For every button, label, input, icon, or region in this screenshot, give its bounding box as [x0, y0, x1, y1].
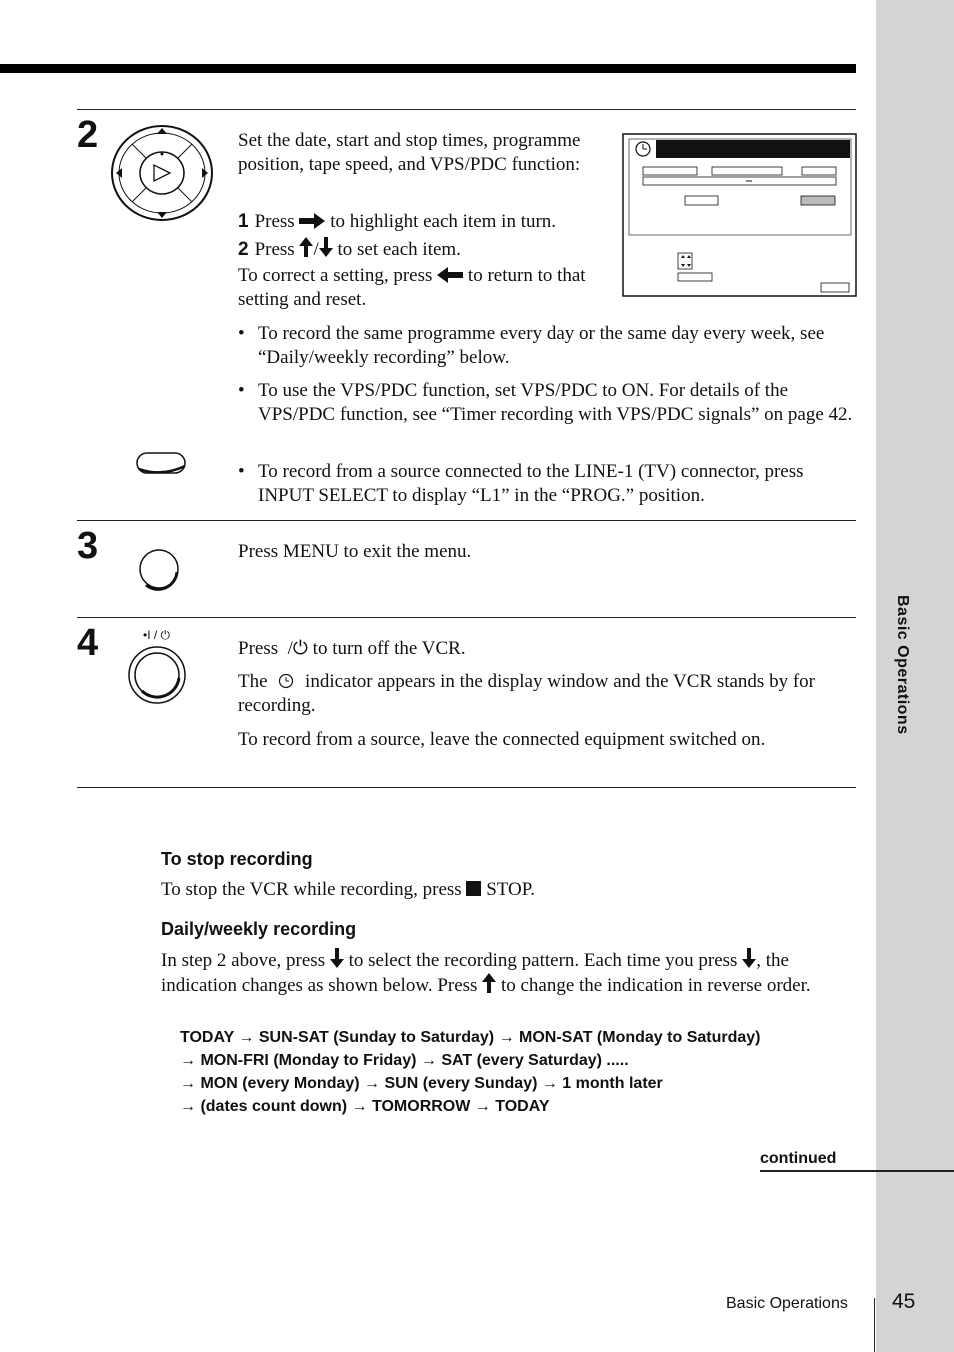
divider [77, 787, 856, 788]
sub-number: 1 [238, 211, 249, 232]
continued-label: continued [760, 1150, 837, 1167]
divider [77, 617, 856, 618]
step2-bullet: • To record the same programme every day or the same day every week, see “Daily/weekly recording” below. [238, 323, 825, 368]
bullet-text: To use the VPS/PDC function, set VPS/PDC to ON. For details of the VPS/PDC function, see “Timer recording with VPS/PDC signals” on page 42. [258, 380, 853, 425]
continued-rule [760, 1170, 954, 1172]
cursor-pad-icon [110, 124, 214, 224]
step2-sub1 [238, 210, 618, 234]
footer-separator [874, 1298, 875, 1352]
step-number: 4 [77, 622, 99, 664]
step4-line2 [238, 670, 838, 718]
sequence-line: → MON-FRI (Monday to Friday) → SAT (every Saturday) ..... [180, 1052, 629, 1069]
step2-correct [238, 264, 618, 312]
side-tab [876, 0, 954, 1352]
stop-text [161, 878, 851, 902]
bullet-text: To record from a source connected to the LINE-1 (TV) connector, press INPUT SELECT to display “L1” in the “PROG.” position. [258, 461, 804, 506]
page-number: 45 [892, 1290, 916, 1313]
daily-p-b: to select the recording pattern. Each time you press [348, 950, 738, 971]
power-button-icon [128, 646, 188, 706]
step3-text: Press MENU to exit the menu. [238, 541, 472, 562]
daily-paragraph [161, 948, 851, 998]
daily-p-c: , the indication changes as shown below. Press [161, 950, 789, 996]
sequence-line: → (dates count down) → TOMORROW → TODAY [180, 1098, 550, 1115]
sub2-rest: to set each item. [337, 239, 461, 260]
daily-p-a: In step 2 above, press [161, 950, 326, 971]
step4-line3: To record from a source, leave the connected equipment switched on. [238, 729, 766, 750]
step2-bullet: • To record from a source connected to the LINE-1 (TV) connector, press INPUT SELECT to display “L1” in the “PROG.” position. [238, 461, 804, 506]
daily-heading: Daily/weekly recording [161, 919, 357, 939]
stop-text-a: To stop the VCR while recording, press [161, 879, 462, 900]
sequence-line: TODAY → SUN-SAT (Sunday to Saturday) → MON-SAT (Monday to Saturday) [180, 1029, 761, 1046]
step2-intro: Set the date, start and stop times, programme position, tape speed, and VPS/PDC function: [238, 130, 581, 175]
sub-number: 2 [238, 239, 249, 260]
top-bar [0, 64, 856, 73]
arrow-left-icon [437, 267, 463, 283]
line2-a: The [238, 671, 268, 692]
power-button-label: •I / ⏻ [143, 628, 171, 642]
arrow-down-icon [319, 237, 333, 257]
menu-button-icon [138, 548, 182, 594]
bullet-text: To record the same programme every day or the same day every week, see “Daily/weekly recording” below. [258, 323, 825, 368]
footer-section: Basic Operations [726, 1295, 848, 1312]
divider [77, 520, 856, 521]
step-number: 2 [77, 114, 99, 156]
sub2-press: Press [254, 239, 295, 260]
line2-b: indicator appears in the display window and the VCR stands by for recording. [238, 671, 815, 716]
arrow-right-icon [299, 213, 325, 229]
step2-sub2: 2 Press / to set each item. [238, 239, 461, 260]
step4-line1 [238, 637, 838, 661]
arrow-up-icon [482, 973, 496, 993]
step-number: 3 [77, 525, 99, 567]
arrow-down-icon [742, 948, 756, 968]
arrow-down-icon [330, 948, 344, 968]
correct-b: to return to that setting and reset. [238, 265, 586, 310]
step2-bullet: • To use the VPS/PDC function, set VPS/PDC to ON. For details of the VPS/PDC function, see “Timer recording with VPS/PDC signals” on page 42. [238, 380, 853, 425]
stop-heading: To stop recording [161, 849, 313, 869]
sub1-rest: to highlight each item in turn. [330, 211, 557, 232]
stop-text-b: STOP. [486, 879, 535, 900]
line1-a: Press [238, 638, 279, 659]
line1-b: /⏻ to turn off the VCR. [287, 638, 466, 659]
divider [77, 109, 856, 110]
arrow-up-icon [299, 237, 313, 257]
timer-menu-screen [622, 133, 858, 299]
side-tab-label: Basic Operations [894, 595, 911, 735]
correct-a: To correct a setting, press [238, 265, 433, 286]
daily-p-d: to change the indication in reverse order. [500, 975, 811, 996]
timer-indicator-icon [278, 673, 294, 689]
input-select-button-icon [136, 452, 188, 478]
sequence-line: → MON (every Monday) → SUN (every Sunday) → 1 month later [180, 1075, 663, 1092]
sub1-press: Press [254, 211, 295, 232]
stop-square-icon [466, 881, 481, 896]
